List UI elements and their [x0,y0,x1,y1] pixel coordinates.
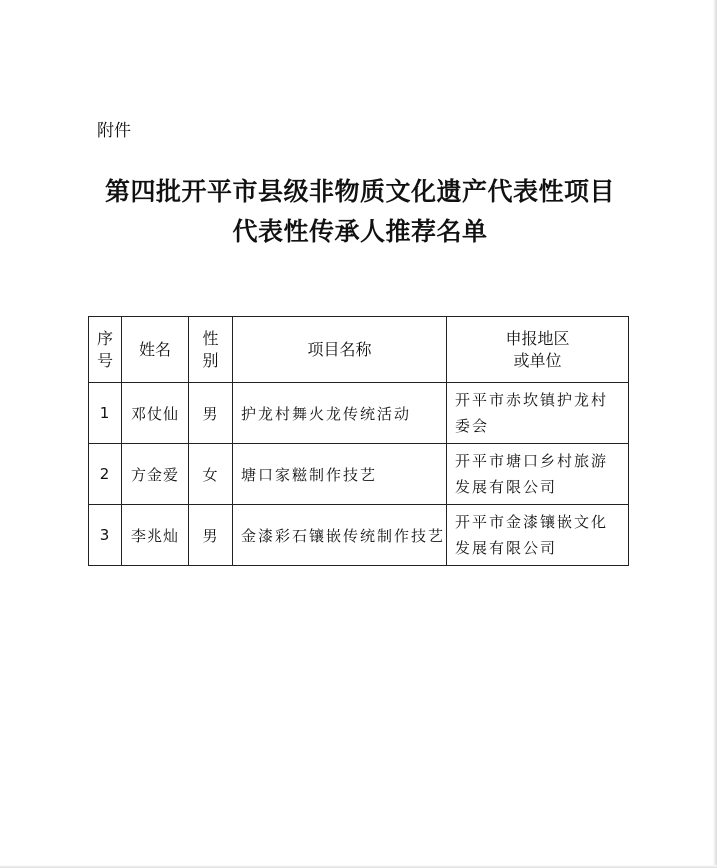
nominee-table [88,316,629,566]
header-unit-label-line-2: 或单位 [513,350,562,370]
table-row [89,383,629,444]
row-gender: 男 [189,383,233,444]
row-name: 邓仗仙 [122,383,189,444]
header-gender [189,317,233,383]
header-project-label: 项目名称 [307,339,372,359]
header-name [122,317,189,383]
row-project: 护龙村舞火龙传统活动 [233,383,447,444]
attachment-label: 附件 [97,121,131,141]
document-title-line-1: 第四批开平市县级非物质文化遗产代表性项目 [104,177,615,206]
document-title-line-2: 代表性传承人推荐名单 [232,217,488,246]
header-name-label: 姓名 [138,339,171,359]
row-gender: 男 [189,505,233,566]
row-seq: 1 [89,383,122,444]
header-project [233,317,447,383]
header-seq [89,317,122,383]
table-row [89,505,629,566]
row-unit: 开平市金漆镶嵌文化发展有限公司 [447,505,629,566]
document-title [80,172,640,252]
header-unit-label [505,328,569,372]
header-unit-label-line-1: 申报地区 [505,328,570,348]
row-name: 李兆灿 [122,505,189,566]
header-seq-label: 序号 [96,328,113,370]
row-project: 金漆彩石镶嵌传统制作技艺 [233,505,447,566]
row-unit: 开平市塘口乡村旅游发展有限公司 [447,444,629,505]
table-header-row [89,317,629,383]
header-unit [447,317,629,383]
header-gender-label: 性别 [202,328,219,370]
row-seq: 2 [89,444,122,505]
row-unit: 开平市赤坎镇护龙村委会 [447,383,629,444]
table-row [89,444,629,505]
row-project: 塘口家糍制作技艺 [233,444,447,505]
page-edge-right [713,0,717,868]
row-seq: 3 [89,505,122,566]
row-gender: 女 [189,444,233,505]
row-name: 方金爱 [122,444,189,505]
